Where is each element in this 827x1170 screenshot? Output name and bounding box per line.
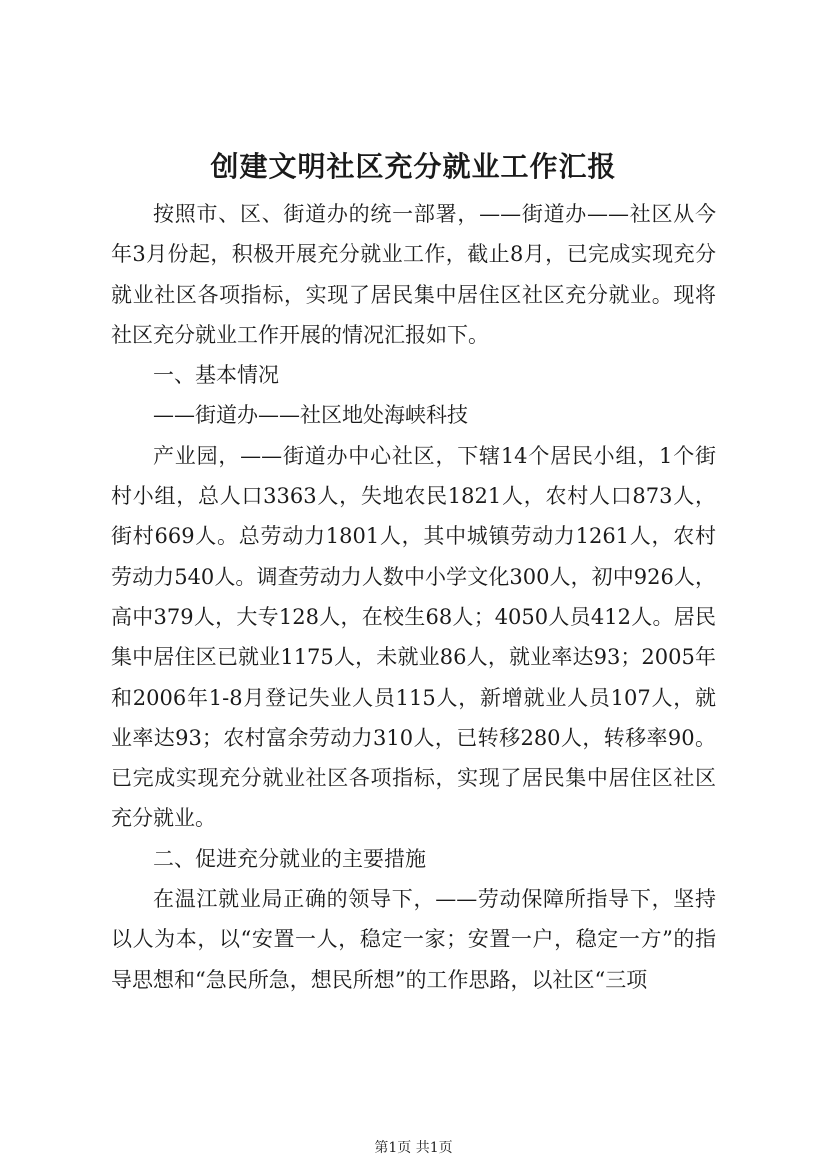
document-body (111, 194, 716, 1000)
document-title: 创建文明社区充分就业工作汇报 (210, 150, 617, 183)
paragraph-location: ——街道办——社区地处海峡科技 (153, 403, 468, 428)
paragraph-statistics: 产业园，——街道办中心社区，下辖14个居民小组，1个街村小组，总人口3363人，失地农民1821人，农村人口873人，街村669人。总劳动力1801人，其中城镇劳动力1261人，农村劳动力540人。调查劳动力人数中小学文化300人，初中926人，高中379人，大专128人，在校生68人；4050人员412人。居民集中居住区已就业1175人，未就业86人，就业率达93；2005年和2006年1-8月登记失业人员115人，新增就业人员107人，就业率达93；农村富余劳动力310人，已转移280人，转移率90。已完成实现充分就业社区各项指标，实现了居民集中居住区社区充分就业。 (111, 443, 716, 831)
heading-basic-situation: 一、基本情况 (153, 363, 279, 388)
paragraph-measures: 在温江就业局正确的领导下，——劳动保障所指导下，坚持以人为本，以“安置一人，稳定一家；安置一户，稳定一方”的指导思想和“急民所急，想民所想”的工作思路，以社区“三项 (111, 887, 716, 992)
heading-main-measures: 二、促进充分就业的主要措施 (153, 846, 426, 871)
page-footer: 第1页 共1页 (374, 1140, 453, 1156)
paragraph-intro: 按照市、区、街道办的统一部署，——街道办——社区从今年3月份起，积极开展充分就业工作，截止8月，已完成实现充分就业社区各项指标，实现了居民集中居住区社区充分就业。现将社区充分就业工作开展的情况汇报如下。 (111, 202, 716, 347)
